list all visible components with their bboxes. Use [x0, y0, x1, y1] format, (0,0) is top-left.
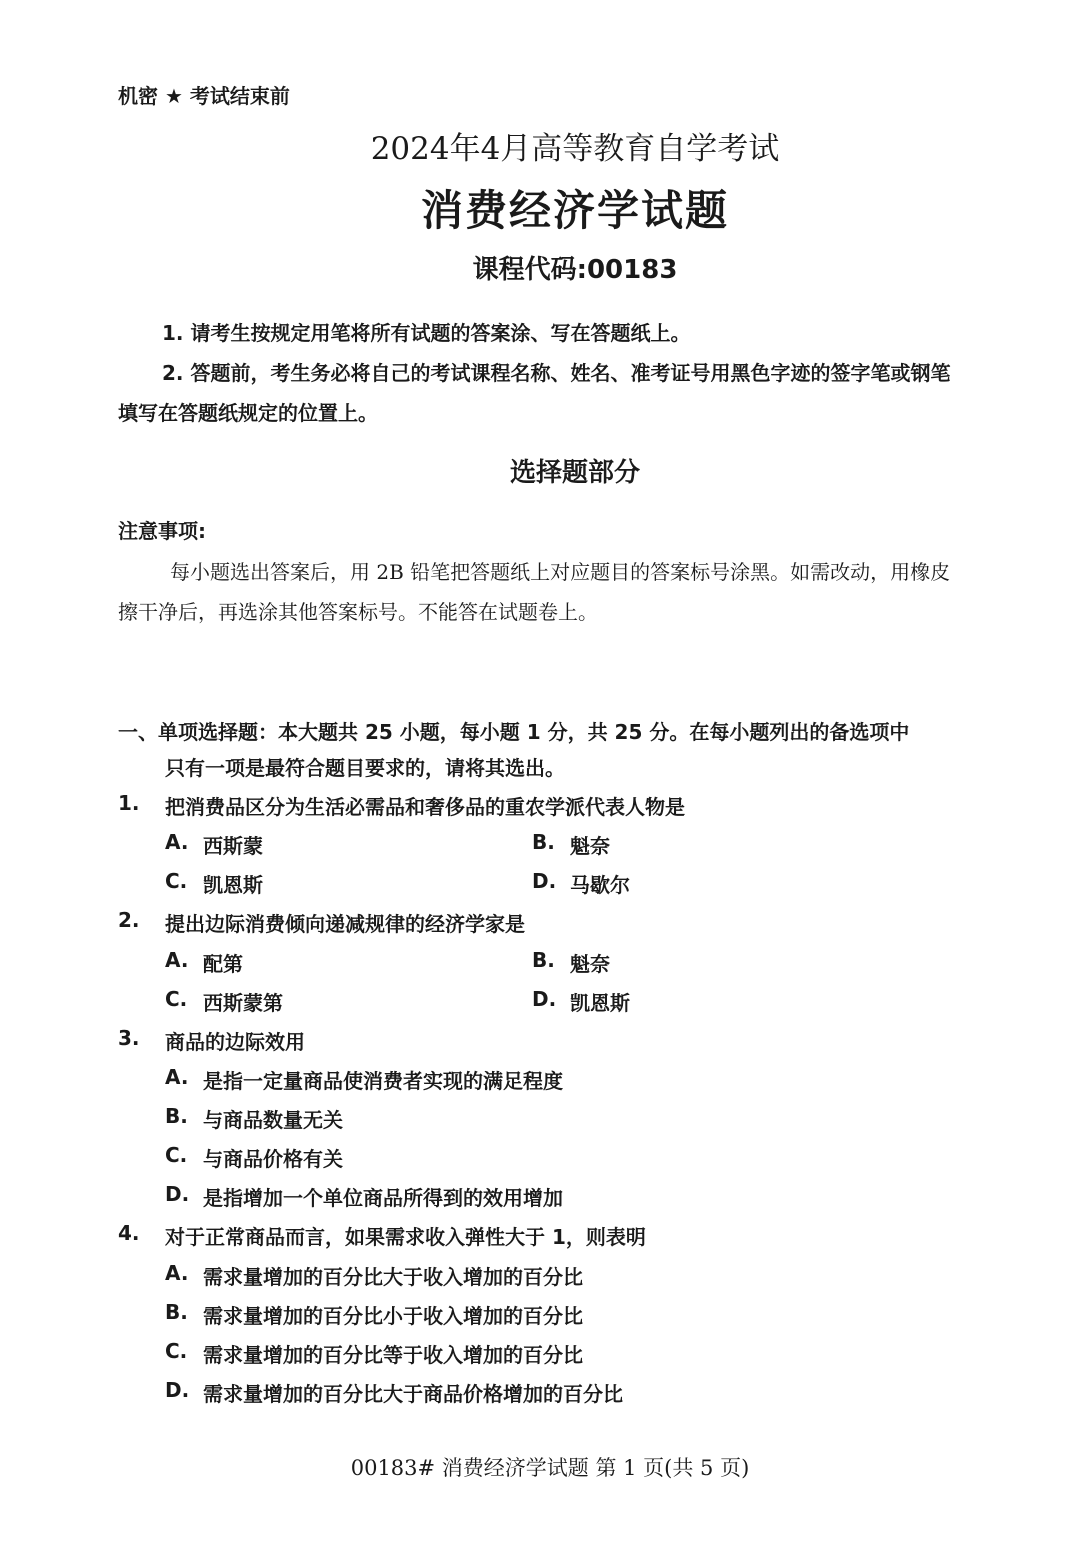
option-text: 马歇尔 [570, 873, 630, 897]
option-label: C. [165, 869, 188, 893]
question-text: 对于正常商品而言，如果需求收入弹性大于 1，则表明 [165, 1225, 646, 1249]
option-text: 需求量增加的百分比等于收入增加的百分比 [203, 1343, 583, 1367]
option-text: 是指一定量商品使消费者实现的满足程度 [203, 1069, 563, 1093]
exam-title: 2024年4月高等教育自学考试 [370, 131, 780, 167]
option-text: 凯恩斯 [203, 873, 263, 897]
option-label: C. [165, 1143, 188, 1167]
option-label: D. [165, 1182, 190, 1206]
option-text: 需求量增加的百分比大于收入增加的百分比 [203, 1265, 583, 1289]
section-heading: 选择题部分 [509, 458, 640, 488]
option-text: 与商品价格有关 [203, 1147, 343, 1171]
option-text: 凯恩斯 [570, 991, 630, 1015]
option-label: B. [165, 1300, 188, 1324]
instruction-1: 1. 请考生按规定用笔将所有试题的答案涂、写在答题纸上。 [162, 321, 691, 345]
option-label: A. [165, 1261, 189, 1285]
notice-line-2: 擦干净后，再选涂其他答案标号。不能答在试题卷上。 [118, 600, 598, 624]
option-text: 与商品数量无关 [203, 1108, 343, 1132]
option-text: 魁奈 [570, 952, 610, 976]
instruction-2-line2: 填写在答题纸规定的位置上。 [118, 401, 378, 425]
course-code: 课程代码:00183 [472, 255, 678, 285]
option-text: 西斯蒙第 [203, 991, 283, 1015]
option-label: B. [165, 1104, 188, 1128]
part1-heading-line1: 一、单项选择题：本大题共 25 小题，每小题 1 分，共 25 分。在每小题列出的备选项中 [118, 720, 910, 744]
option-label: B. [532, 830, 555, 854]
question-text: 提出边际消费倾向递减规律的经济学家是 [165, 912, 525, 936]
option-text: 是指增加一个单位商品所得到的效用增加 [203, 1186, 563, 1210]
subject-title: 消费经济学试题 [420, 186, 729, 235]
option-label: C. [165, 987, 188, 1011]
option-label: D. [165, 1378, 190, 1402]
question-text: 把消费品区分为生活必需品和奢侈品的重农学派代表人物是 [165, 795, 685, 819]
confidential-label: 机密 ★ 考试结束前 [118, 84, 290, 108]
option-text: 魁奈 [570, 834, 610, 858]
option-text: 需求量增加的百分比大于商品价格增加的百分比 [203, 1382, 623, 1406]
question-number: 2. [118, 908, 140, 932]
question-number: 3. [118, 1026, 140, 1050]
option-text: 配第 [203, 952, 243, 976]
notice-heading: 注意事项: [118, 519, 206, 543]
option-label: A. [165, 948, 189, 972]
option-label: A. [165, 1065, 189, 1089]
option-label: D. [532, 987, 557, 1011]
question-text: 商品的边际效用 [165, 1030, 305, 1054]
option-label: D. [532, 869, 557, 893]
option-text: 需求量增加的百分比小于收入增加的百分比 [203, 1304, 583, 1328]
question-number: 4. [118, 1221, 140, 1245]
option-label: C. [165, 1339, 188, 1363]
instruction-2-line1: 2. 答题前，考生务必将自己的考试课程名称、姓名、准考证号用黑色字迹的签字笔或钢笔 [162, 361, 951, 385]
option-label: B. [532, 948, 555, 972]
question-number: 1. [118, 791, 140, 815]
notice-line-1: 每小题选出答案后，用 2B 铅笔把答题纸上对应题目的答案标号涂黑。如需改动，用橡皮 [170, 560, 951, 584]
option-label: A. [165, 830, 189, 854]
option-text: 西斯蒙 [203, 834, 263, 858]
part1-heading-line2: 只有一项是最符合题目要求的，请将其选出。 [165, 756, 565, 780]
page-footer: 00183# 消费经济学试题 第 1 页(共 5 页) [350, 1456, 750, 1480]
